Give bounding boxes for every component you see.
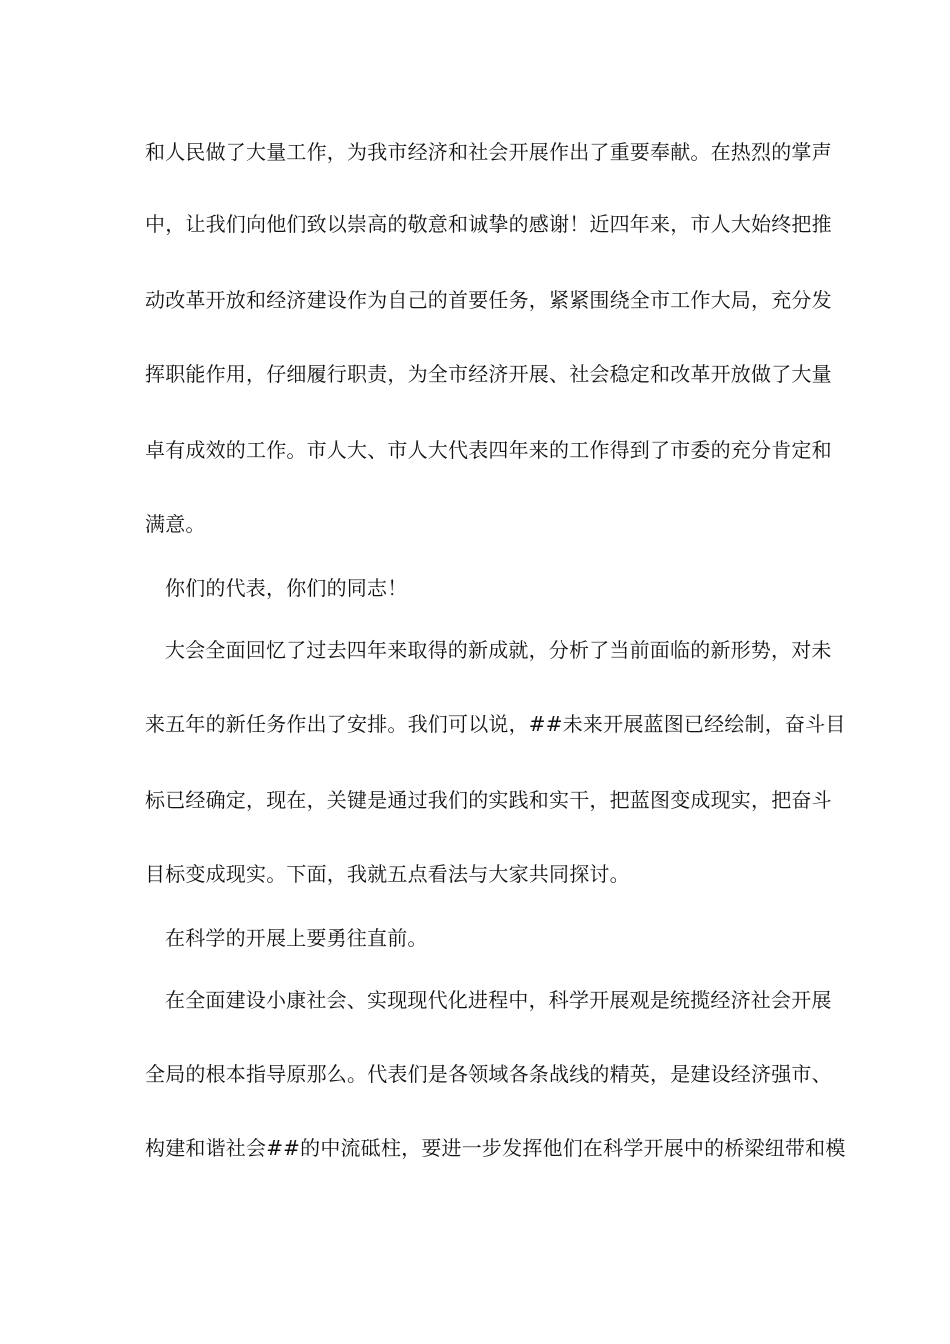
text-line: 目标变成现实。下面，我就五点看法与大家共同探讨。: [145, 862, 630, 886]
text-line: 和人民做了大量工作，为我市经济和社会开展作出了重要奉献。在热烈的掌声: [145, 140, 832, 164]
text-line: 构建和谐社会##的中流砥柱，要进一步发挥他们在科学开展中的桥梁纽带和模: [145, 1136, 846, 1160]
paragraph-first-line: 你们的代表，你们的同志！: [165, 576, 408, 600]
paragraph-first-line: 大会全面回忆了过去四年来取得的新成就，分析了当前面临的新形势，对未: [165, 638, 832, 662]
text-line: 标已经确定，现在，关键是通过我们的实践和实干，把蓝图变成现实，把奋斗: [145, 788, 832, 812]
text-line: 中，让我们向他们致以崇高的敬意和诚挚的感谢！近四年来，市人大始终把推: [145, 212, 832, 236]
text-line: 挥职能作用，仔细履行职责，为全市经济开展、社会稳定和改革开放做了大量: [145, 362, 832, 386]
paragraph-first-line: 在全面建设小康社会、实现现代化进程中，科学开展观是统揽经济社会开展: [165, 988, 832, 1012]
section-heading: 在科学的开展上要勇往直前。: [165, 926, 428, 950]
text-line: 来五年的新任务作出了安排。我们可以说，##未来开展蓝图已经绘制，奋斗目: [145, 712, 846, 736]
text-line: 全局的根本指导原那么。代表们是各领域各条战线的精英，是建设经济强市、: [145, 1062, 832, 1086]
text-line: 动改革开放和经济建设作为自己的首要任务，紧紧围绕全市工作大局，充分发: [145, 288, 832, 312]
text-line: 卓有成效的工作。市人大、市人大代表四年来的工作得到了市委的充分肯定和: [145, 438, 832, 462]
text-line: 满意。: [145, 512, 206, 536]
